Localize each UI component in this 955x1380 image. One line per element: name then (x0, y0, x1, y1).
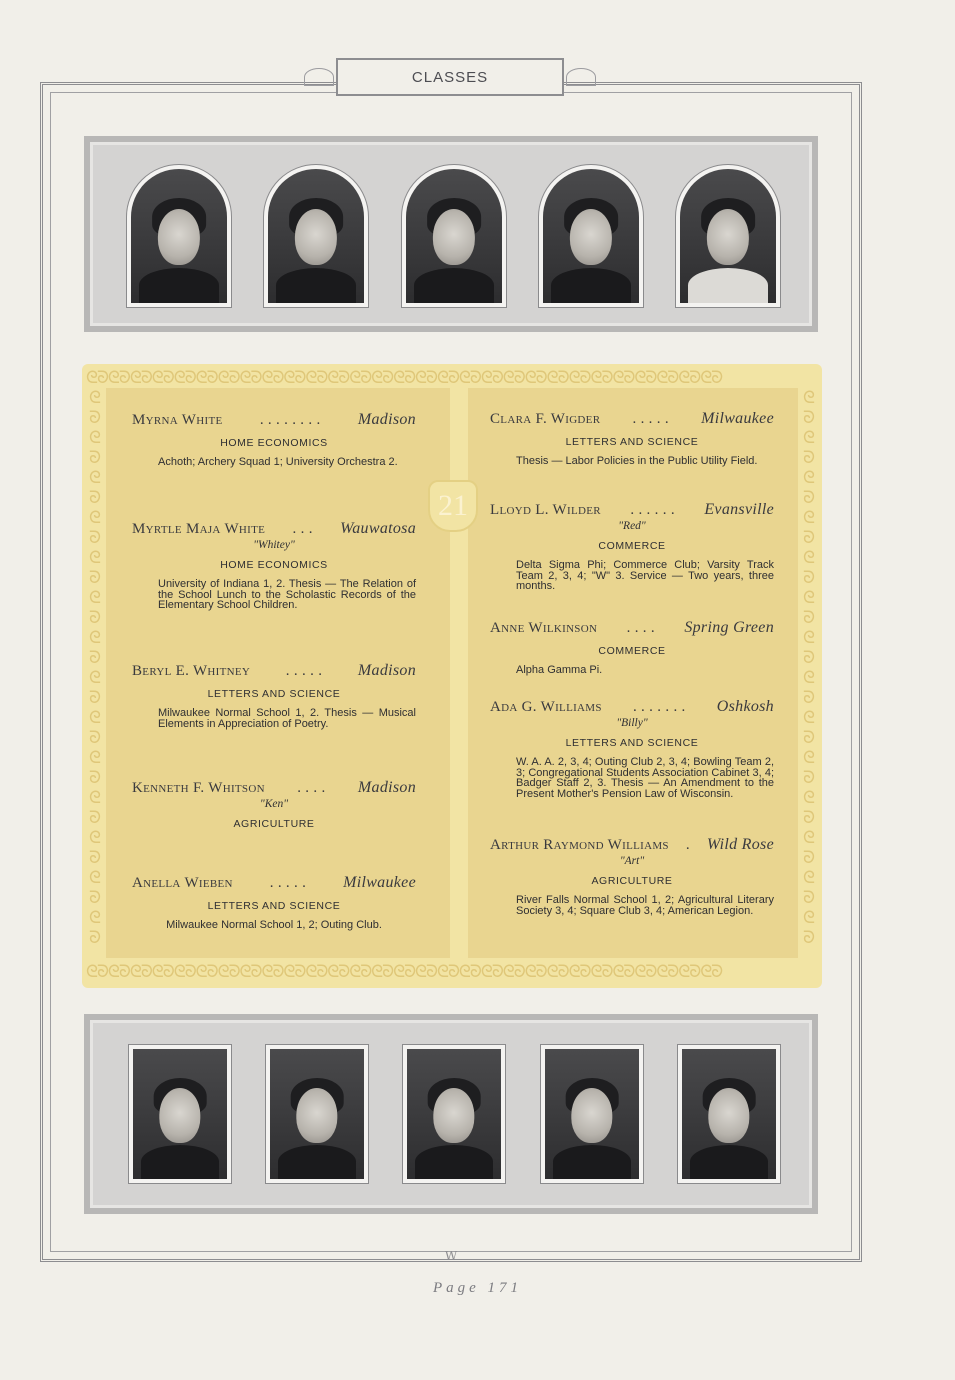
activities: River Falls Normal School 1, 2; Agricultural Literary Society 3, 4; Square Club 3, 4; American Legion. (516, 894, 774, 917)
page-number: Page 171 (432, 1280, 523, 1296)
leader-dots: . . . (292, 521, 313, 537)
hometown: Wauwatosa (340, 520, 416, 537)
leader-dots: . . . . . . (630, 502, 675, 518)
portrait-myrna-white (126, 164, 232, 308)
activities: Milwaukee Normal School 1, 2. Thesis — Musical Elements in Appreciation of Poetry. (158, 707, 416, 730)
department: AGRICULTURE (233, 818, 315, 830)
portrait-photo (682, 1049, 776, 1179)
w-emblem-icon: W (444, 1249, 458, 1263)
department: COMMERCE (598, 540, 666, 552)
student-name: Beryl E. Whitney (132, 663, 251, 679)
leader-dots: . . . . . (285, 663, 323, 679)
scroll-border-left: ᘓ ᘐ ᘓ ᘐ ᘓ ᘐ ᘓ ᘐ ᘓ ᘐ ᘓ ᘐ ᘓ ᘐ ᘓ ᘐ ᘓ ᘐ ᘓ ᘐ ᘓ ᘐ ᘓ ᘐ ᘓ ᘐ ᘓ ᘐ (89, 388, 101, 948)
entry-ada-williams (490, 698, 774, 799)
entry-anne-wilkinson (490, 619, 774, 676)
entry-clara-wigder (490, 410, 774, 467)
portrait-photo (406, 169, 502, 303)
scroll-ornament-icon (304, 68, 334, 86)
activities: Thesis — Labor Policies in the Public Utility Field. (516, 455, 758, 467)
department: HOME ECONOMICS (220, 559, 328, 571)
entry-beryl-whitney (132, 662, 416, 729)
entry-arthur-williams (490, 836, 774, 916)
leader-dots: . . . . . (269, 875, 307, 891)
entry-anella-wieben (132, 874, 416, 931)
portrait-anne-wilkinson (402, 1044, 506, 1184)
hometown: Milwaukee (343, 874, 416, 891)
portrait-photo (407, 1049, 501, 1179)
entry-kenneth-whitson (132, 779, 416, 830)
portrait-arthur-williams (677, 1044, 781, 1184)
portrait-photo (270, 1049, 364, 1179)
class-year-badge (428, 480, 478, 532)
leader-dots: . (685, 837, 690, 853)
student-name: Lloyd L. Wilder (490, 502, 601, 518)
student-name: Arthur Raymond Williams (490, 837, 669, 853)
department: LETTERS AND SCIENCE (565, 436, 699, 448)
student-name: Ada G. Williams (490, 699, 602, 715)
nickname: "Whitey" (253, 539, 295, 551)
activities: Achoth; Archery Squad 1; University Orchestra 2. (158, 456, 398, 468)
student-name: Myrtle Maja White (132, 521, 266, 537)
activities: Alpha Gamma Pi. (516, 664, 603, 676)
scroll-border-bottom: ᘓᘐᘓᘐᘓᘐᘓᘐᘓᘐᘓᘐᘓᘐᘓᘐᘓᘐᘓᘐᘓᘐᘓᘐᘓᘐᘓᘐᘓᘐᘓᘐᘓᘐᘓᘐᘓᘐᘓᘐᘓᘐᘓᘐᘓᘐᘓᘐᘓᘐᘓᘐᘓᘐᘓᘐᘓᘐ (86, 962, 723, 982)
portrait-anella-wieben (675, 164, 781, 308)
student-name: Myrna White (132, 412, 223, 428)
department: HOME ECONOMICS (220, 437, 328, 449)
nickname: "Red" (618, 520, 646, 532)
portrait-clara-wigder (128, 1044, 232, 1184)
student-name: Clara F. Wigder (490, 411, 601, 427)
hometown: Spring Green (684, 619, 774, 636)
leader-dots: . . . . . (632, 411, 669, 427)
student-name: Kenneth F. Whitson (132, 780, 265, 796)
entry-lloyd-wilder (490, 501, 774, 592)
portrait-beryl-whitney (401, 164, 507, 308)
leader-dots: . . . . . . . (632, 699, 686, 715)
department: LETTERS AND SCIENCE (565, 737, 699, 749)
scroll-border-right: ᘓ ᘐ ᘓ ᘐ ᘓ ᘐ ᘓ ᘐ ᘓ ᘐ ᘓ ᘐ ᘓ ᘐ ᘓ ᘐ ᘓ ᘐ ᘓ ᘐ ᘓ ᘐ ᘓ ᘐ ᘓ ᘐ ᘓ ᘐ (803, 388, 815, 948)
portrait-ada-williams (540, 1044, 644, 1184)
leader-dots: . . . . (626, 620, 655, 636)
class-year-text: 21 (438, 489, 468, 522)
hometown: Madison (357, 411, 416, 428)
nickname: "Art" (619, 855, 645, 867)
hometown: Madison (357, 662, 416, 679)
scroll-border-top: ᘓᘐᘓᘐᘓᘐᘓᘐᘓᘐᘓᘐᘓᘐᘓᘐᘓᘐᘓᘐᘓᘐᘓᘐᘓᘐᘓᘐᘓᘐᘓᘐᘓᘐᘓᘐᘓᘐᘓᘐᘓᘐᘓᘐᘓᘐᘓᘐᘓᘐᘓᘐᘓᘐᘓᘐᘓᘐ (86, 368, 723, 388)
header-tab (336, 58, 564, 96)
hometown: Evansville (704, 501, 774, 518)
activities: Delta Sigma Phi; Commerce Club; Varsity Track Team 2, 3, 4; "W" 3. Service — Two years, three months. (516, 559, 774, 593)
activities: University of Indiana 1, 2. Thesis — The Relation of the School Lunch to the Scholastic Records of the Elementary School Children. (158, 578, 416, 612)
department: LETTERS AND SCIENCE (207, 900, 341, 912)
activities: W. A. A. 2, 3, 4; Outing Club 2, 3, 4; Bowling Team 2, 3; Congregational Students Association Cabinet 3, 4; Badger Staff 2, 3. Thesis — An Amendment to the Present Mother's Pension Law of Wisconsin. (516, 756, 774, 800)
entry-myrtle-maja-white (132, 520, 416, 611)
portrait-photo (543, 169, 639, 303)
portrait-photo (133, 1049, 227, 1179)
student-name: Anne Wilkinson (490, 620, 598, 636)
department: AGRICULTURE (591, 875, 673, 887)
portrait-photo (268, 169, 364, 303)
portrait-myrtle-maja-white (263, 164, 369, 308)
department: LETTERS AND SCIENCE (207, 688, 341, 700)
hometown: Madison (357, 779, 416, 796)
top-photo-strip (84, 136, 818, 332)
leader-dots: . . . . . . . . (259, 412, 321, 428)
nickname: "Ken" (259, 798, 289, 810)
nickname: "Billy" (616, 717, 648, 729)
portrait-photo (680, 169, 776, 303)
activities: Milwaukee Normal School 1, 2; Outing Club. (166, 919, 382, 931)
portrait-photo (131, 169, 227, 303)
bottom-photo-strip (84, 1014, 818, 1214)
hometown: Wild Rose (706, 836, 774, 853)
student-name: Anella Wieben (132, 875, 233, 891)
portrait-kenneth-whitson (538, 164, 644, 308)
page-title: CLASSES (411, 68, 489, 86)
portrait-lloyd-wilder (265, 1044, 369, 1184)
portrait-photo (545, 1049, 639, 1179)
hometown: Oshkosh (716, 698, 774, 715)
entry-myrna-white (132, 411, 416, 468)
scroll-ornament-icon (566, 68, 596, 86)
department: COMMERCE (598, 645, 666, 657)
leader-dots: . . . . (297, 780, 326, 796)
column-divider (450, 388, 468, 958)
hometown: Milwaukee (701, 410, 774, 427)
